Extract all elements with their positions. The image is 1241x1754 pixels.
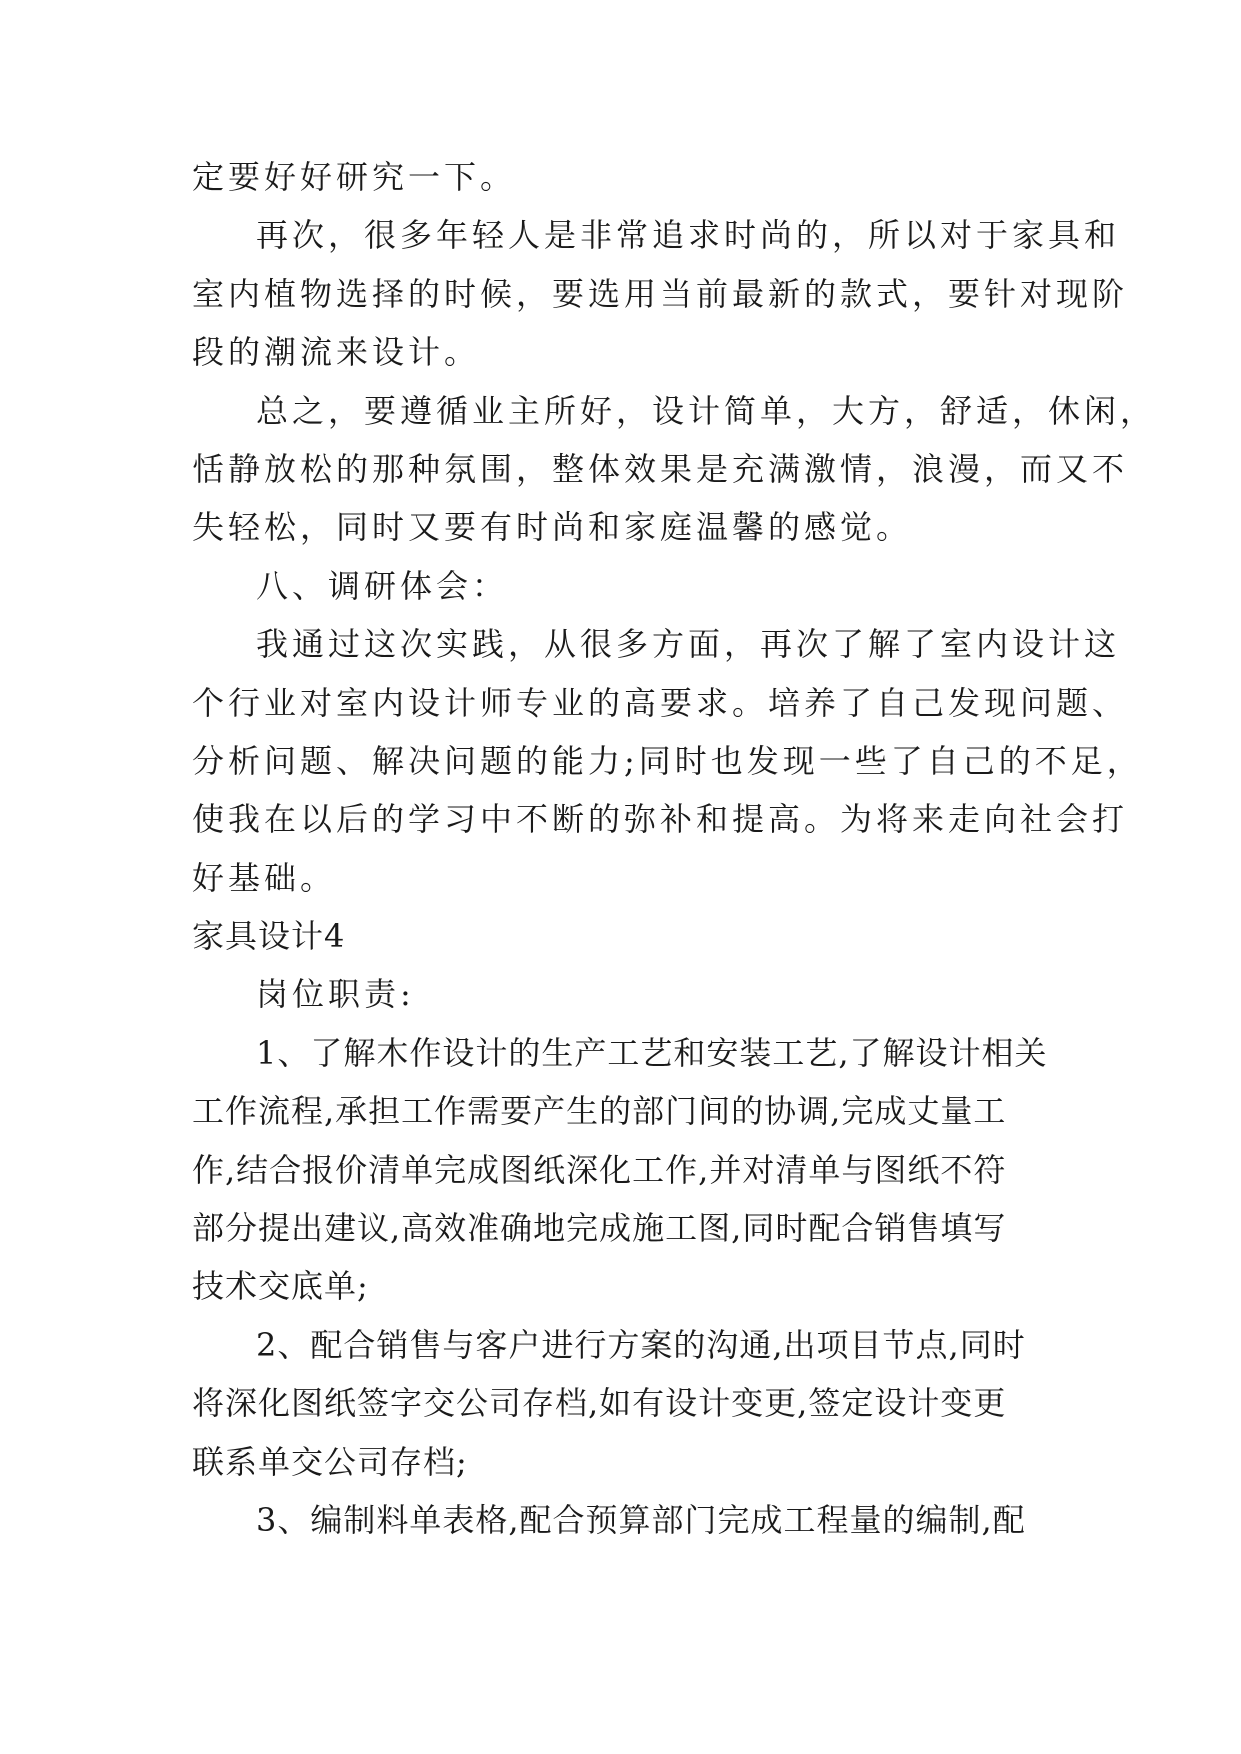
paragraph-line: 联系单交公司存档;: [192, 1442, 468, 1481]
paragraph-line: 失轻松，同时又要有时尚和家庭温馨的感觉。: [192, 508, 913, 547]
document-title: 家具设计4: [192, 917, 346, 956]
paragraph-line: 我通过这次实践，从很多方面，再次了解了室内设计这: [256, 625, 1121, 664]
document-body: [192, 148, 1157, 1549]
paragraph-line: 总之，要遵循业主所好，设计简单，大方，舒适，休闲，: [256, 391, 1157, 430]
section-heading: 八、调研体会：: [256, 566, 509, 605]
paragraph-line: 使我在以后的学习中不断的弥补和提高。为将来走向社会打: [192, 800, 1129, 839]
paragraph-line: 工作流程,承担工作需要产生的部门间的协调,完成丈量工: [192, 1092, 1007, 1131]
paragraph-line: 3、编制料单表格,配合预算部门完成工程量的编制,配: [256, 1500, 1026, 1539]
paragraph-line: 定要好好研究一下。: [192, 158, 517, 196]
paragraph-line: 再次，很多年轻人是非常追求时尚的，所以对于家具和: [256, 216, 1121, 255]
paragraph-line: 2、配合销售与客户进行方案的沟通,出项目节点,同时: [256, 1325, 1026, 1364]
paragraph-line: 个行业对室内设计师专业的高要求。培养了自己发现问题、: [192, 683, 1129, 722]
paragraph-line: 1、了解木作设计的生产工艺和安装工艺,了解设计相关: [256, 1033, 1048, 1072]
section-heading: 岗位职责:: [256, 975, 415, 1014]
paragraph-line: 好基础。: [192, 858, 337, 897]
paragraph-line: 室内植物选择的时候，要选用当前最新的款式，要针对现阶: [192, 274, 1129, 313]
paragraph-line: 恬静放松的那种氛围，整体效果是充满激情，浪漫，而又不: [192, 449, 1129, 488]
paragraph-line: 技术交底单;: [192, 1267, 369, 1306]
paragraph-line: 分析问题、解决问题的能力;同时也发现一些了自己的不足，: [192, 741, 1143, 780]
paragraph-line: 部分提出建议,高效准确地完成施工图,同时配合销售填写: [192, 1209, 1007, 1248]
paragraph-line: 作,结合报价清单完成图纸深化工作,并对清单与图纸不符: [192, 1150, 1007, 1189]
paragraph-line: 段的潮流来设计。: [192, 333, 481, 372]
paragraph-line: 将深化图纸签字交公司存档,如有设计变更,签定设计变更: [192, 1384, 1007, 1423]
